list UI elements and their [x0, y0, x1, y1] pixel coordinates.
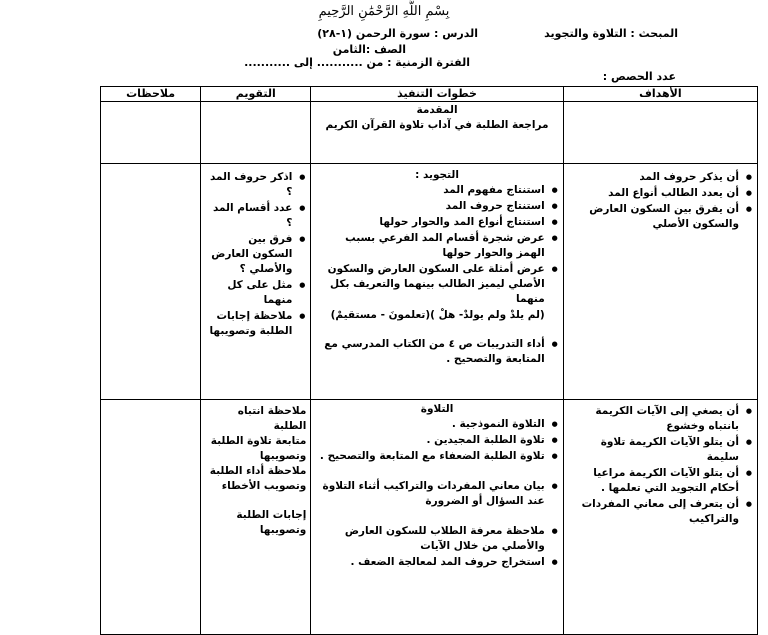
- intro-text: مراجعة الطلبة في آداب تلاوة القرآن الكريم: [325, 119, 549, 131]
- intro-title: المقدمة: [416, 104, 458, 116]
- list-item: ملاحظة أداء الطلبة وتصويب الأخطاء: [209, 465, 307, 492]
- list-item: ● أداء التدريبات ص ٤ من الكتاب المدرسي مع المتابعة والتصحيح .: [315, 337, 544, 367]
- header-subject: المبحث : التلاوة والتجويد: [544, 27, 678, 40]
- list-item: ● فرق بين السكون العارض والأصلي ؟: [205, 232, 292, 277]
- list-item: ● عدد أقسام المد ؟: [205, 201, 292, 231]
- list-item: ● التلاوة النموذجية .: [315, 417, 544, 432]
- list-item: ● اذكر حروف المد ؟: [205, 170, 292, 200]
- column-notes: ملاحظات: [101, 87, 201, 102]
- list-item: ● عرض شجرة أقسام المد الفرعي بسبب الهمز والحوار حولها: [315, 231, 544, 261]
- table-row-recitation: [101, 400, 758, 635]
- tajweed-steps-cell: [311, 164, 563, 400]
- intro-evaluation-cell: [201, 102, 311, 164]
- list-item: ● أن يفرق بين السكون العارض والسكون الأصلي: [568, 202, 739, 232]
- list-item: ● استنتاج حروف المد: [315, 199, 544, 214]
- list-item: ● ملاحظة معرفة الطلاب للسكون العارض والأصلي من خلال الآيات: [315, 524, 544, 554]
- header-lesson: الدرس : سورة الرحمن (١-٢٨): [317, 27, 478, 40]
- list-item: ● استنتاج أنواع المد والحوار حولها: [315, 215, 544, 230]
- list-item: ● أن يتلو الآيات الكريمة مراعيا أحكام التجويد التي تعلمها .: [568, 466, 739, 496]
- list-item: ● مثل على كل منهما: [205, 278, 292, 308]
- table-row-tajweed: [101, 164, 758, 400]
- header-periods: عدد الحصص :: [602, 70, 676, 83]
- tajweed-evaluation-cell: [201, 164, 311, 400]
- recitation-steps-cell: [311, 400, 563, 635]
- header-grade: الصف :الثامن: [332, 43, 406, 56]
- list-item: ● عرض أمثلة على السكون العارض والسكون الأصلي ليميز الطالب بينهما والتعريف بكل منهما: [315, 262, 544, 307]
- recitation-evaluation-cell: [201, 400, 311, 635]
- intro-steps-cell: [311, 102, 563, 164]
- tajweed-title: التجويد :: [415, 169, 459, 181]
- list-item: ● تلاوة الطلبة الضعفاء مع المتابعة والتصحيح .: [315, 449, 544, 464]
- tajweed-goals-cell: [563, 164, 757, 400]
- list-item: ● تلاوة الطلبة المجيدين .: [315, 433, 544, 448]
- column-evaluation: التقويم: [201, 87, 311, 102]
- basmala: بِسْمِ اللَّهِ الرَّحْمَٰنِ الرَّحِيمِ: [318, 4, 450, 19]
- column-steps: خطوات التنفيذ: [311, 87, 563, 102]
- list-item: ● أن يتعرف إلى معاني المفردات والتراكيب: [568, 497, 739, 527]
- intro-goals-cell: [563, 102, 757, 164]
- tajweed-example: (لم يلدْ ولم يولدْ- هلْ )(تعلمونَ - مستقيمْ): [330, 309, 545, 321]
- intro-notes-cell: [101, 102, 201, 164]
- recitation-notes-cell: [101, 400, 201, 635]
- list-item: ● أن يعدد الطالب أنواع المد: [568, 186, 739, 201]
- list-item: ● ملاحظة إجابات الطلبة وتصويبها: [205, 309, 292, 339]
- table-row-intro: [101, 102, 758, 164]
- tajweed-notes-cell: [101, 164, 201, 400]
- list-item: إجابات الطلبة وتصويبها: [236, 509, 307, 536]
- column-goals: الأهداف: [563, 87, 757, 102]
- list-item: ● بيان معاني المفردات والتراكيب أثناء التلاوة عند السؤال أو الضرورة: [315, 479, 544, 509]
- header-timeframe: الفترة الزمنية : من ........... إلى ...........: [244, 56, 470, 69]
- list-item: ● استخراج حروف المد لمعالجة الضعف .: [315, 555, 544, 570]
- recitation-title: التلاوة: [420, 403, 454, 415]
- list-item: ● استنتاج مفهوم المد: [315, 183, 544, 198]
- list-item: ● أن يصغي إلى الآيات الكريمة بانتباه وخشوع: [568, 404, 739, 434]
- table-header-row: [101, 87, 758, 102]
- list-item: ● أن يذكر حروف المد: [568, 170, 739, 185]
- list-item: ● أن يتلو الآيات الكريمة تلاوة سليمة: [568, 435, 739, 465]
- recitation-goals-cell: [563, 400, 757, 635]
- lesson-plan-table: [100, 86, 758, 635]
- list-item: متابعة تلاوة الطلبة وتصويبها: [210, 435, 307, 462]
- list-item: ملاحظة انتباه الطلبة: [237, 405, 307, 432]
